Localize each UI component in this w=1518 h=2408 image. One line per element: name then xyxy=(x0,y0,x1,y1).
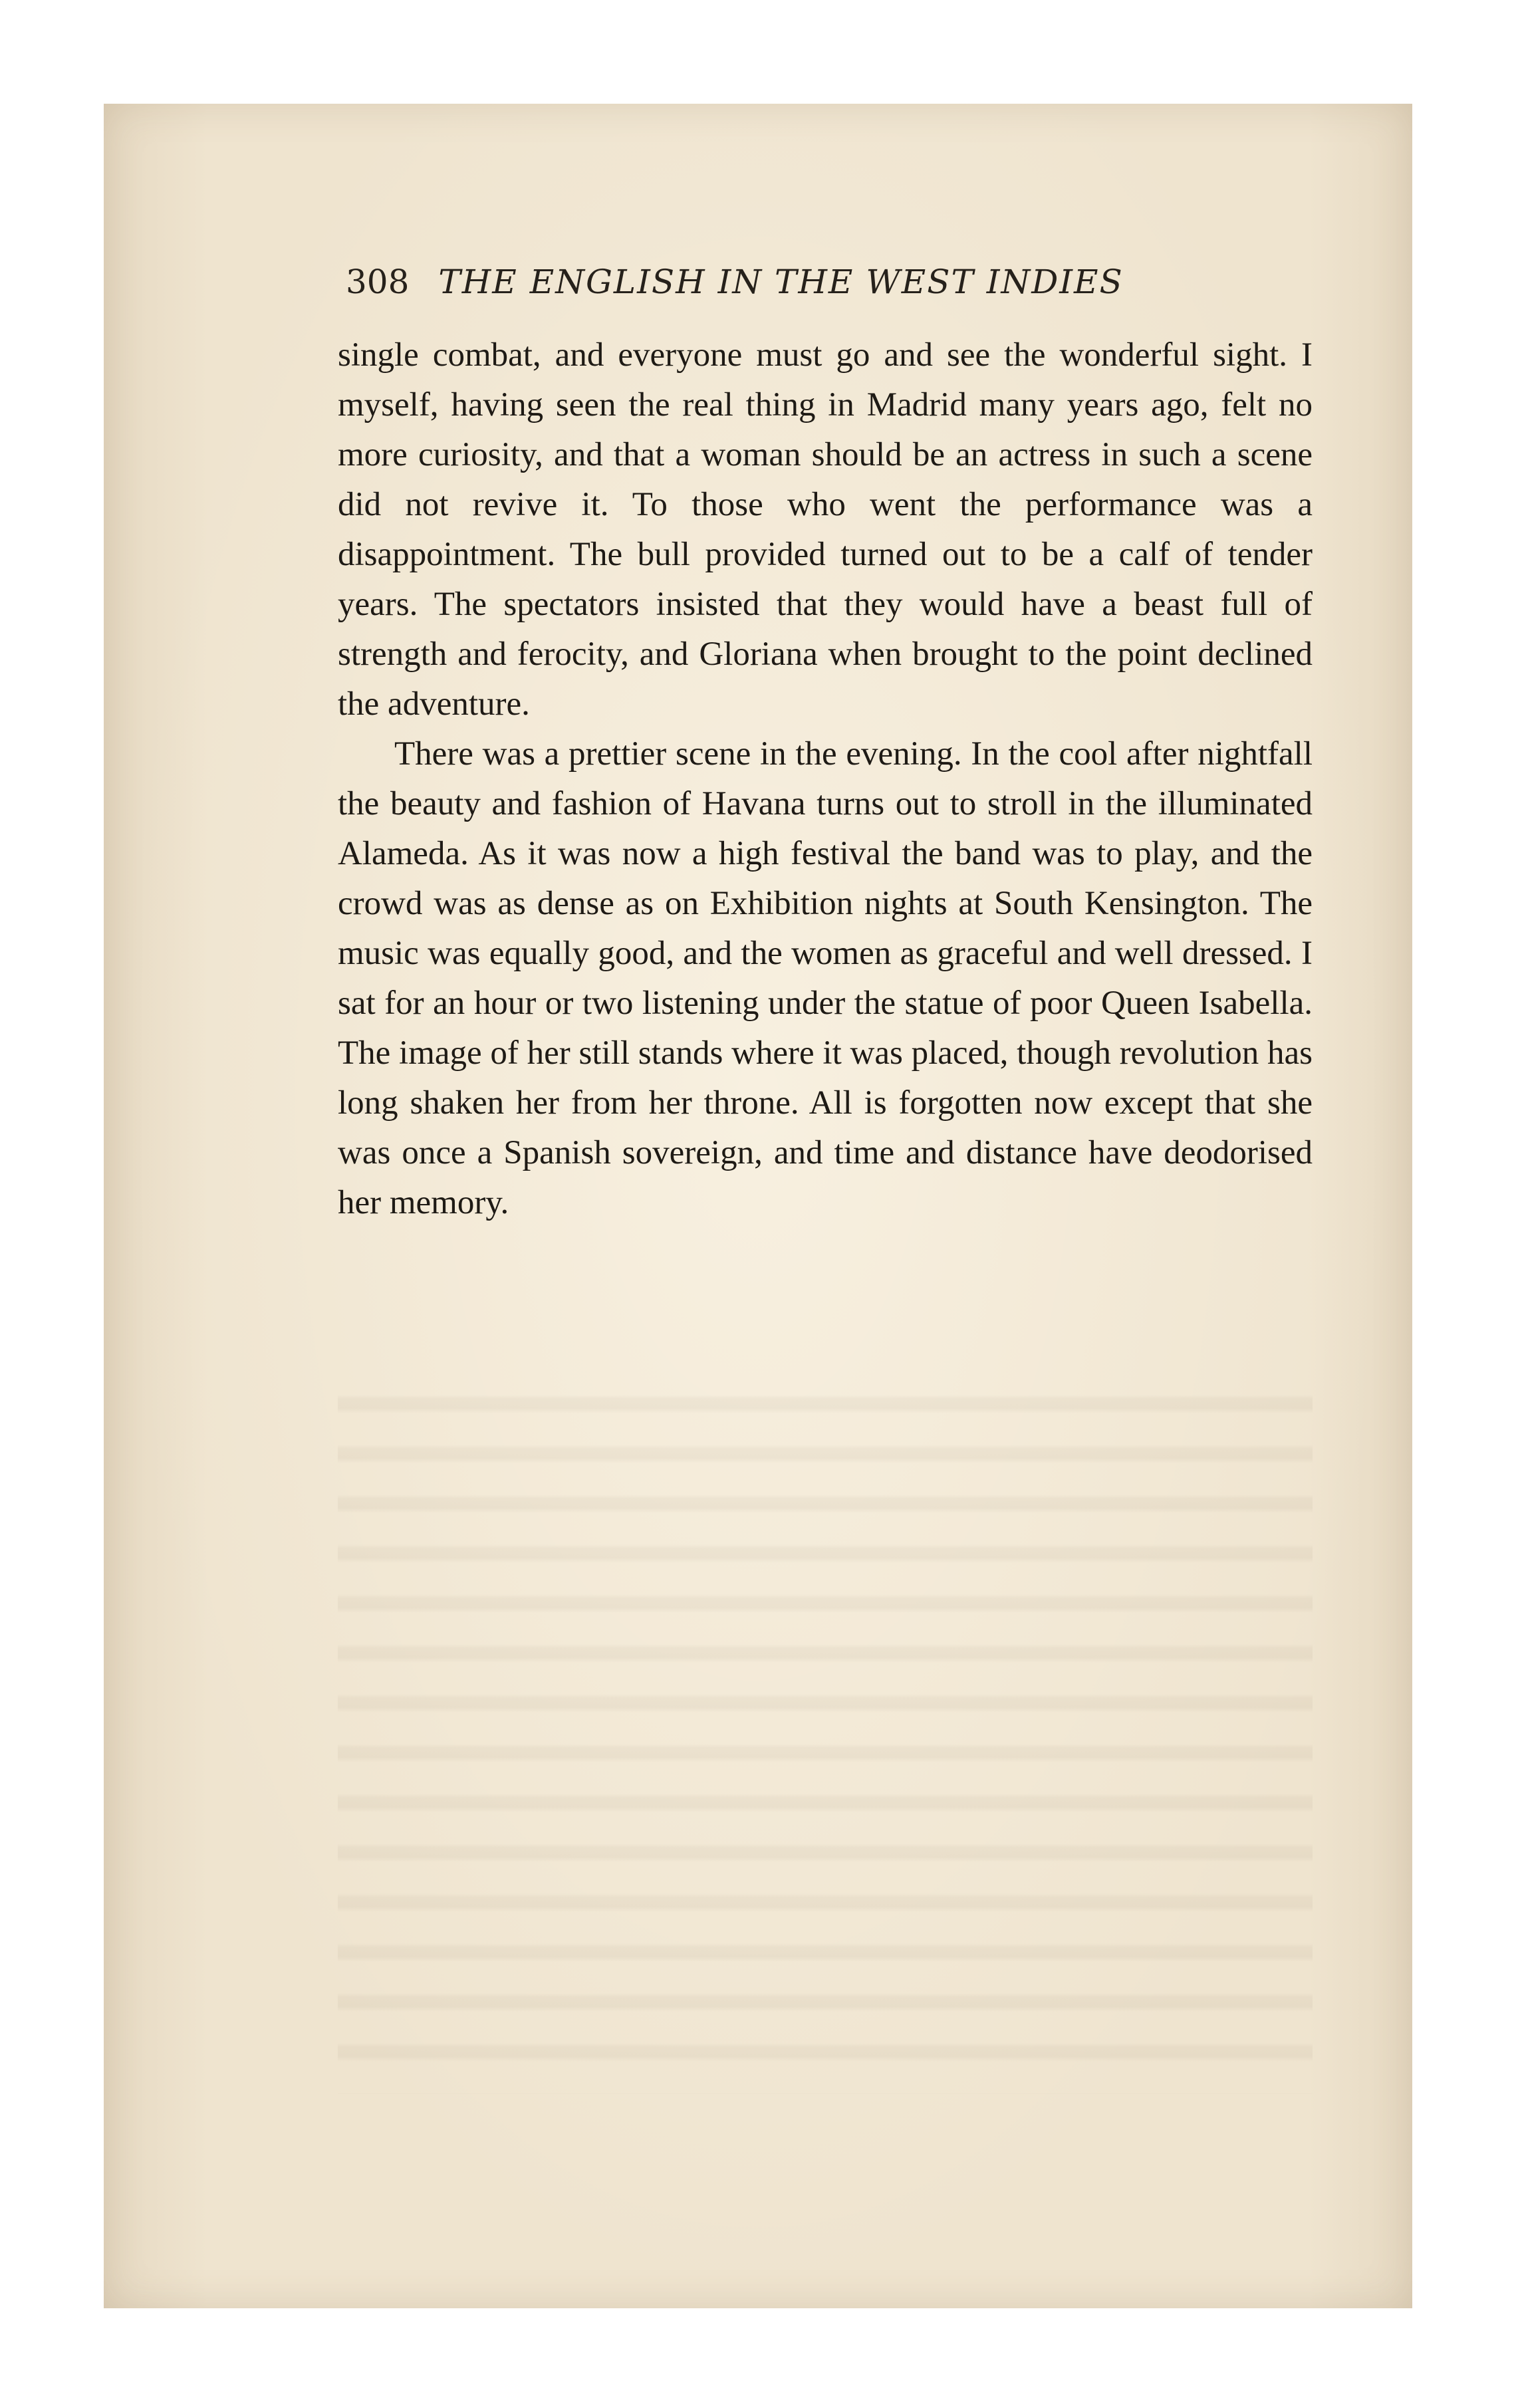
paragraph-1: single combat, and everyone must go and see the wonderful sight. I myself, having seen the real thing in Madrid many years ago, felt no more curiosity, and that a woman should be an actress in such a scene did not revive it. To those who went the performance was a disappointment. The bull provided turned out to be a calf of tender years. The spectators insisted that they would have a beast full of strength and ferocity, and Gloriana when brought to the point declined the adventure. xyxy=(338,336,1313,723)
body-text xyxy=(338,330,1313,1228)
running-header xyxy=(346,263,1223,309)
page-number: 308 xyxy=(346,263,410,301)
running-title: THE ENGLISH IN THE WEST INDIES xyxy=(438,263,1124,301)
show-through-bleed xyxy=(338,1370,1313,2094)
paragraph-2: There was a prettier scene in the evening. In the cool after nightfall the beauty and fashion of Havana turns out to stroll in the illuminated Alameda. As it was now a high festival the band was to play, and the crowd was as dense as on Exhibition nights at South Kensington. The music was equally good, and the women as graceful and well dressed. I sat for an hour or two listening under the statue of poor Queen Isabella. The image of her still stands where it was placed, though revolution has long shaken her from her throne. All is forgotten now except that she was once a Spanish sovereign, and time and distance have deodorised her memory. xyxy=(338,735,1313,1221)
